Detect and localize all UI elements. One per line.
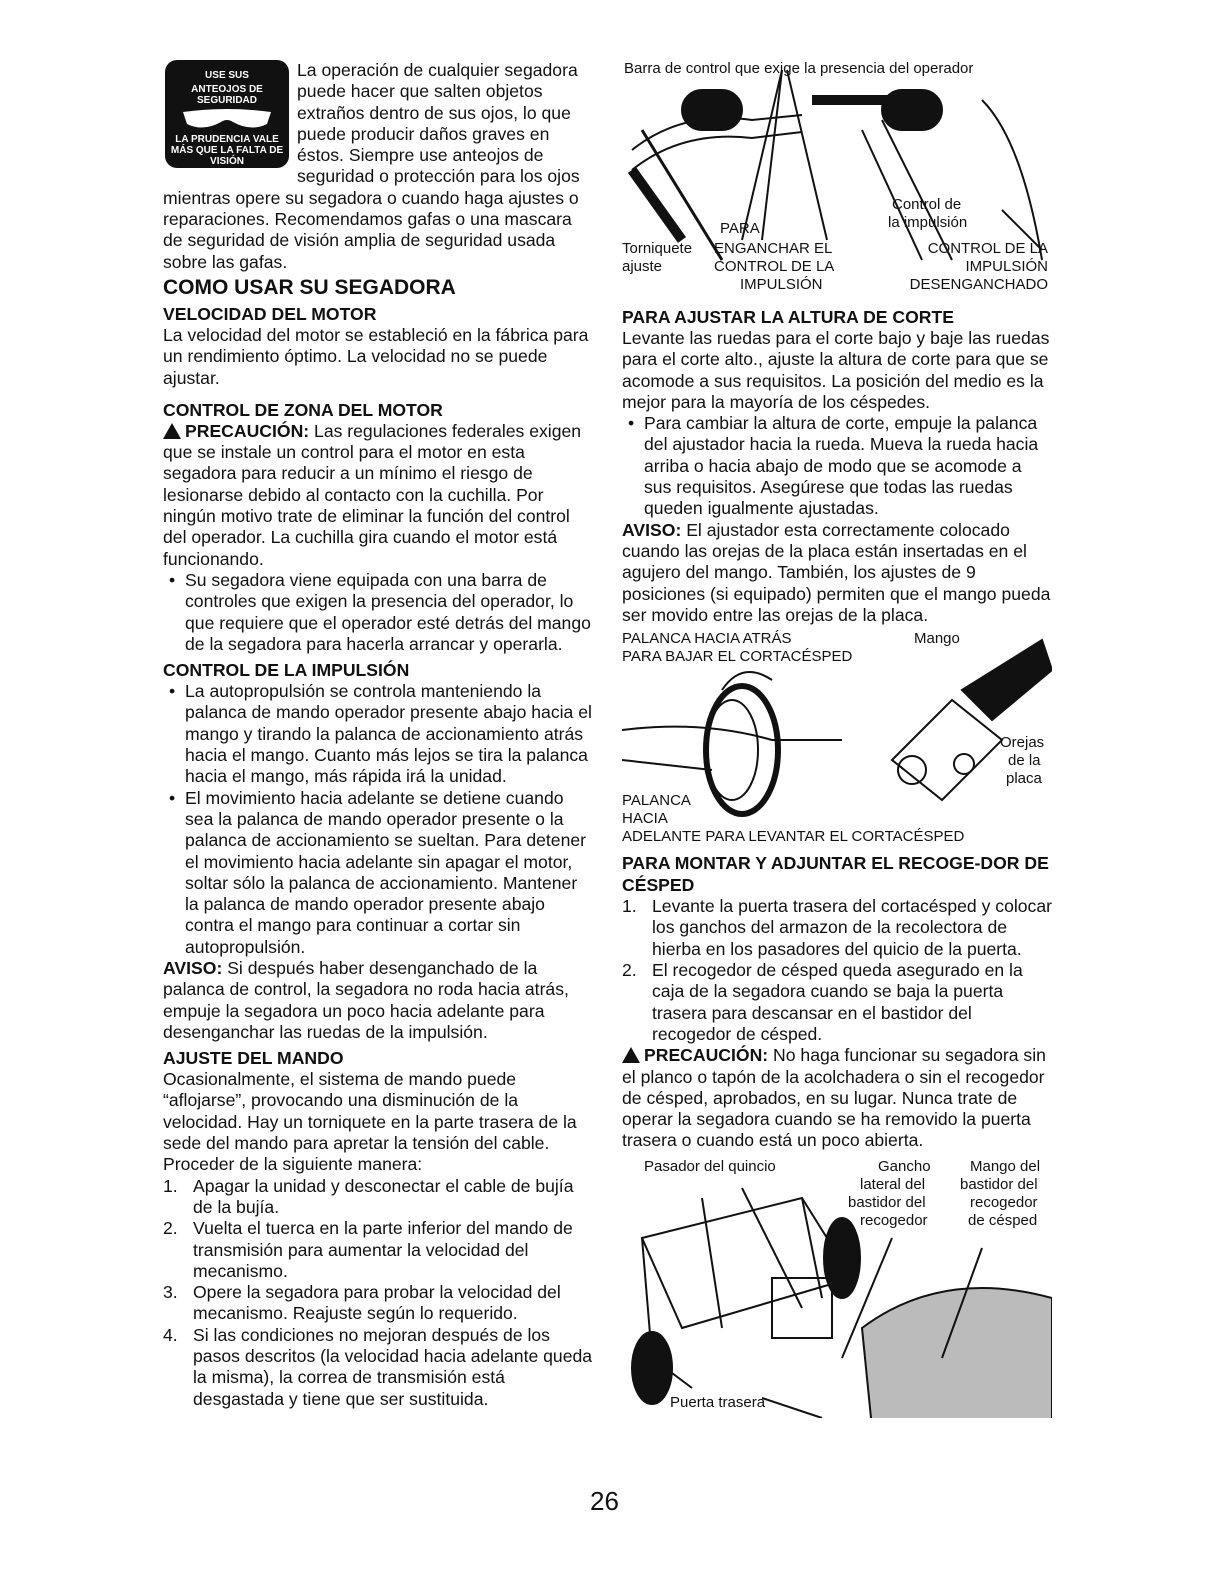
intro-paragraph: La operación de cualquier segadora puede hacer que salten objetos extraños dentro de sus ojos, lo que puede producir daños graves en éstos. Siempre use anteojos de seguridad o protección para los ojos mientras opere su segadora o cuando haga ajustes o reparaciones. Recomendamos gafas o una mascara de seguridad de visión amplia de seguridad usada sobre las gafas. <box>163 60 580 272</box>
fig3-gancho3: bastidor del <box>848 1193 926 1211</box>
fig1-ajuste: ajuste <box>622 258 663 275</box>
handle-heading: AJUSTE DEL MANDO <box>163 1048 344 1069</box>
fig3-gancho4: recogedor <box>860 1211 928 1229</box>
list-item: 1. Apagar la unidad y desconectar el cable de bujía de la bujía. <box>163 1175 574 1217</box>
zone-bullets <box>163 570 595 655</box>
fig2-back2: PARA BAJAR EL CORTACÉSPED <box>622 648 853 666</box>
fig2-palanca: PALANCA <box>622 792 691 810</box>
caution-label: PRECAUCIÓN: <box>185 420 310 441</box>
list-item: • Para cambiar la altura de corte, empuje la palanca del ajustador hacia la rueda. Mueva la rueda hacia arriba o hacia abajo de modo que se acomode a sus requisitos. Asegúrese que todas las ruedas queden igualmente ajustadas. <box>622 413 1052 519</box>
warning-icon <box>163 423 181 439</box>
fig3-mango3: recogedor <box>970 1193 1038 1211</box>
zone-heading: CONTROL DE ZONA DEL MOTOR <box>163 399 443 420</box>
speed-text: La velocidad del motor se estableció en la fábrica para un rendimiento óptimo. La velocidad no se puede ajustar. <box>163 324 589 388</box>
fig3-mango2: bastidor del <box>960 1175 1038 1193</box>
fig1-control-de: Control de <box>892 196 962 213</box>
logo-line1: USE SUS <box>205 70 249 81</box>
fig1-top-label: Barra de control que exige la presencia del operador <box>624 60 974 77</box>
fig1-deseng2: IMPULSIÓN <box>965 258 1048 275</box>
fig3-pasador: Pasador del quincio <box>644 1157 776 1175</box>
fig1-torniquete: Torniquete <box>622 240 693 257</box>
fig1-para: PARA <box>720 220 760 237</box>
height-bullets <box>622 413 1052 519</box>
notice-text: El ajustador esta correctamente colocado cuando las orejas de la placa están insertadas en el agujero del mango. También, los ajustes de 9 posiciones (si equipado) permiten que el mango pueda ser movido entre las orejas de la placa. <box>622 519 1051 625</box>
fig2-orejas1: Orejas <box>1000 734 1045 752</box>
fig3-gancho1: Gancho <box>878 1157 931 1175</box>
fig1-enganchar1: ENGANCHAR EL <box>714 240 833 257</box>
logo-line2: ANTEOJOS DE SEGURIDAD <box>191 84 263 106</box>
drive-heading: CONTROL DE LA IMPULSIÓN <box>163 660 410 681</box>
notice-text: Si después haber desenganchado de la palanca de control, la segadora no roda hacia atrás, empuje la segadora un poco hacia adelante para desenganchar las ruedas de la impulsión. <box>163 957 569 1042</box>
fig1-impulsion: la impulsión <box>888 214 968 231</box>
fig1-deseng3: DESENGANCHADO <box>909 276 1048 293</box>
fig2-hacia: HACIA <box>622 810 668 828</box>
list-item: • La autopropulsión se controla manteniendo la palanca de mando operador presente abajo hacia el mango y tirando la palanca de accionamiento atrás hacia el mango. Cuanto más lejos se tira la palanca hacia el mango, más rápida irá la unidad. <box>163 681 595 787</box>
fig2-mango: Mango <box>914 630 960 648</box>
grass-catcher-figure <box>622 1158 1052 1418</box>
list-item: 2. Vuelta el tuerca en la parte inferior del mando de transmisión para aumentar la velocidad del mecanismo. <box>163 1218 573 1281</box>
height-notice <box>622 520 1052 626</box>
zone-caution <box>163 421 595 570</box>
fig1-enganchar3: IMPULSIÓN <box>740 276 823 293</box>
glasses-icon <box>181 108 273 132</box>
caution-text: No haga funcionar su segadora sin el planco o tapón de la acolchadera o sin el recogedor de césped, aprobados, en su lugar. Nunca trate de operar la segadora cuando se ha removido la puerta trasera o cuando está un poco abierta. <box>622 1045 1046 1151</box>
list-item: 1. Levante la puerta trasera del cortacésped y colocar los ganchos del armazon de la recolectora de hierba en los pasadores del quicio de la puerta. <box>622 896 1053 959</box>
drive-bullets <box>163 681 595 958</box>
left-column <box>163 60 595 1410</box>
fig3-mango1: Mango del <box>970 1157 1041 1175</box>
fig2-orejas3: placa <box>1006 770 1042 788</box>
fig3-gancho2: lateral del <box>860 1175 926 1193</box>
height-adjuster-figure <box>622 630 1052 846</box>
fig1-deseng1: CONTROL DE LA <box>927 240 1048 257</box>
caution-text: Las regulaciones federales exigen que se instale un control para el motor en esta segadora para reducir a un mínimo el riesgo de lesionarse debido al contacto con la cuchilla. Por ningún motivo trate de eliminar la función del control del operador. La cuchilla gira cuando el motor está funcionando. <box>163 420 582 569</box>
safety-glasses-logo <box>165 60 289 168</box>
list-item: • Su segadora viene equipada con una barra de controles que exigen la presencia del operador, lo que requiere que el operador esté detrás del mango de la segadora para hacerla arrancar y operarla. <box>163 570 595 655</box>
fig1-enganchar2: CONTROL DE LA <box>714 258 835 275</box>
fig2-back1: PALANCA HACIA ATRÁS <box>622 630 792 648</box>
caution-label: PRECAUCIÓN: <box>644 1045 769 1066</box>
height-heading: PARA AJUSTAR LA ALTURA DE CORTE <box>622 307 954 327</box>
catcher-caution <box>622 1045 1052 1151</box>
drive-notice <box>163 958 595 1043</box>
notice-label: AVISO: <box>163 957 223 978</box>
list-item: • El movimiento hacia adelante se detiene cuando sea la palanca de mando operador presente o la palanca de accionamiento se sueltan. Para detener el movimiento hacia adelante sin apagar el motor, soltar sólo la palanca de accionamiento. Mantener la palanca de mando operador presente abajo contra el mango para continuar a cortar sin autopropulsión. <box>163 788 595 958</box>
fig2-adelante: ADELANTE PARA LEVANTAR EL CORTACÉSPED <box>622 828 965 846</box>
height-text: Levante las ruedas para el corte bajo y baje las ruedas para el corte alto., ajuste la altura de corte para que se acomode a sus requisitos. La posición del medio es la mejor para la mayoría de los céspedes. <box>622 328 1050 412</box>
fig2-orejas2: de la <box>1008 752 1041 770</box>
handle-steps <box>163 1176 595 1410</box>
right-column <box>622 60 1052 1418</box>
page-number: 26 <box>590 1486 619 1516</box>
fig3-mango4: de césped <box>968 1211 1038 1229</box>
warning-icon <box>622 1047 640 1063</box>
notice-label: AVISO: <box>622 519 682 540</box>
catcher-heading: PARA MONTAR Y ADJUNTAR EL RECOGE-DOR DE CÉSPED <box>622 853 1049 896</box>
speed-heading: VELOCIDAD DEL MOTOR <box>163 303 377 324</box>
main-heading: COMO USAR SU SEGADORA <box>163 275 456 299</box>
handle-text: Ocasionalmente, el sistema de mando puede “aflojarse”, provocando una disminución de la velocidad. Hay un torniquete en la parte trasera de la sede del mando para apretar la tensión del cable. Proceder de la siguiente manera: <box>163 1069 577 1175</box>
list-item: 4. Si las condiciones no mejoran después de los pasos descritos (la velocidad hacia adelante queda la misma), la correa de transmisión está desgastada y tiene que ser sustituida. <box>163 1324 593 1409</box>
logo-line3: LA PRUDENCIA VALE MÁS QUE LA FALTA DE VISIÓN <box>170 134 284 167</box>
list-item: 3. Opere la segadora para probar la velocidad del mecanismo. Reajuste según lo requerido. <box>163 1282 561 1324</box>
catcher-steps <box>622 896 1052 1045</box>
control-bar-figure <box>622 60 1052 304</box>
fig3-puerta: Puerta trasera <box>670 1393 766 1411</box>
list-item: 2. El recogedor de césped queda asegurado en la caja de la segadora cuando se baja la puerta trasera para descansar en el bastidor del recogedor de césped. <box>622 960 1023 1044</box>
